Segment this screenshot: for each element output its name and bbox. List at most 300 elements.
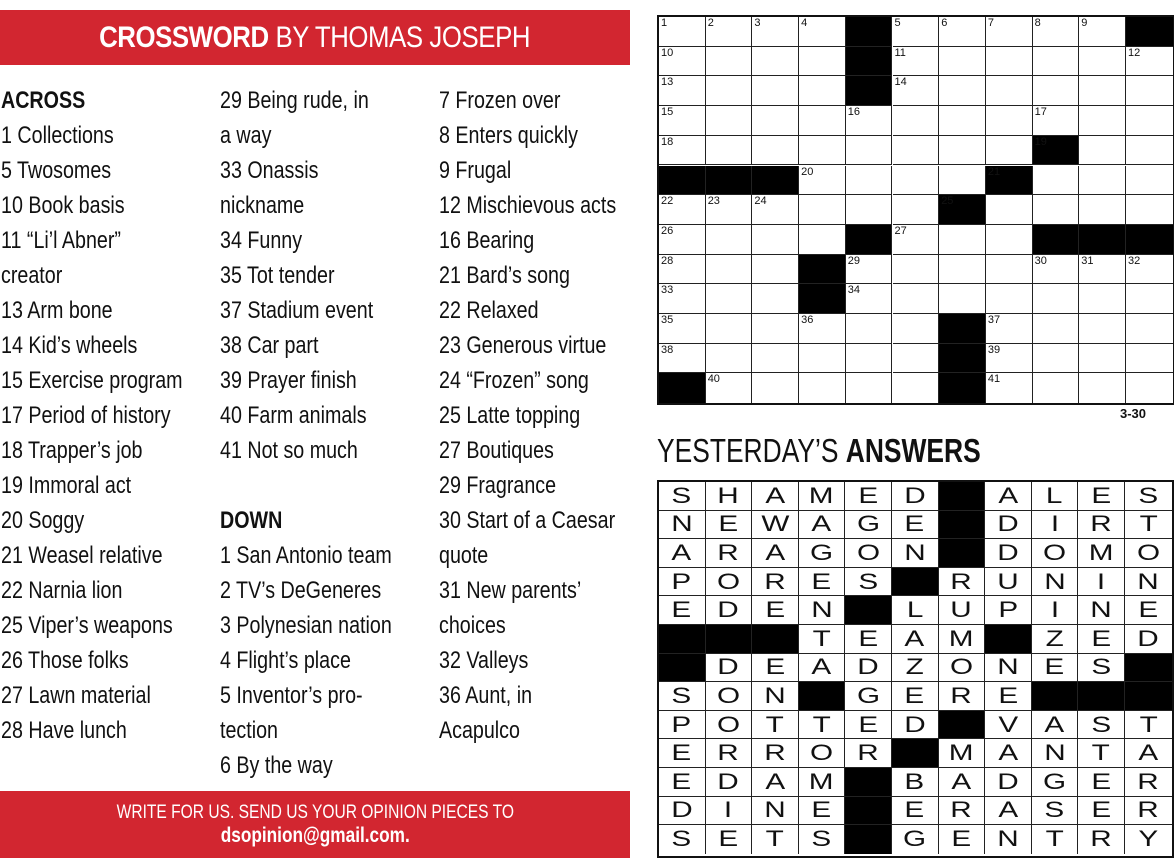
grid-cell — [799, 797, 846, 826]
answer-letter: R — [764, 740, 786, 766]
grid-cell — [799, 344, 846, 374]
grid-cell — [799, 136, 846, 166]
grid-cell — [1125, 568, 1172, 597]
clue-number: 21 — [987, 165, 1001, 178]
answer-letter: Z — [905, 654, 924, 680]
clue-line: 18 Trapper’s job — [1, 437, 143, 464]
answer-letter: E — [858, 711, 879, 737]
answer-letter: Z — [1045, 625, 1064, 651]
clue-number: 20 — [801, 165, 814, 178]
answers-title — [657, 432, 1062, 470]
grid-cell — [752, 797, 799, 826]
grid-cell — [1032, 568, 1079, 597]
answer-letter: P — [671, 711, 692, 737]
grid-block — [985, 625, 1032, 654]
clue-number: 33 — [661, 284, 674, 297]
grid-cell — [985, 511, 1032, 540]
grid-cell — [706, 344, 753, 374]
clue-number: 27 — [894, 224, 907, 237]
grid-cell — [985, 739, 1032, 768]
answer-letter: N — [671, 511, 693, 537]
grid-cell — [845, 625, 892, 654]
grid-cell — [893, 225, 940, 255]
clue-number: 19 — [1034, 135, 1047, 148]
answer-letter: S — [1091, 711, 1112, 737]
answer-letter: D — [997, 539, 1019, 565]
clue-section-heading: ACROSS — [1, 87, 86, 114]
clue-number: 5 — [894, 17, 901, 29]
grid-cell — [986, 47, 1033, 77]
grid-cell — [846, 255, 893, 285]
clue-line: 7 Frozen over — [439, 87, 561, 114]
grid-cell — [846, 314, 893, 344]
clue-line: 21 Weasel relative — [1, 542, 163, 569]
grid-block — [892, 739, 939, 768]
grid-cell — [1033, 195, 1080, 225]
grid-block — [939, 511, 986, 540]
grid-cell — [799, 596, 846, 625]
clue-line: 34 Funny — [220, 227, 303, 254]
grid-cell — [706, 482, 753, 511]
clue-number: 18 — [661, 135, 674, 148]
grid-cell — [1079, 255, 1126, 285]
grid-block — [892, 568, 939, 597]
grid-block — [1125, 682, 1172, 711]
clue-line: 15 Exercise program — [1, 367, 183, 394]
clue-line: Acapulco — [439, 717, 520, 744]
grid-cell — [846, 136, 893, 166]
grid-block — [1032, 682, 1079, 711]
grid-cell — [1079, 195, 1126, 225]
grid-cell — [892, 482, 939, 511]
answer-letter: S — [671, 482, 692, 508]
grid-cell — [1032, 797, 1079, 826]
grid-block — [846, 225, 893, 255]
answer-letter: U — [997, 568, 1019, 594]
grid-block — [1125, 654, 1172, 683]
answer-letter: A — [811, 511, 832, 537]
grid-cell — [893, 195, 940, 225]
grid-cell — [799, 511, 846, 540]
grid-cell — [939, 825, 986, 854]
clue-line: 22 Narnia lion — [1, 577, 123, 604]
clue-line: quote — [439, 542, 489, 569]
answer-letter: Y — [1138, 826, 1159, 852]
grid-cell — [1032, 482, 1079, 511]
grid-cell — [799, 825, 846, 854]
answer-letter: P — [671, 568, 692, 594]
grid-cell — [752, 539, 799, 568]
grid-cell — [846, 344, 893, 374]
answer-letter: D — [904, 711, 926, 737]
grid-cell — [799, 768, 846, 797]
clue-line: 13 Arm bone — [1, 297, 113, 324]
grid-cell — [892, 711, 939, 740]
grid-cell — [752, 344, 799, 374]
grid-cell — [1033, 255, 1080, 285]
grid-cell — [846, 106, 893, 136]
answer-letter: S — [858, 568, 879, 594]
grid-cell — [1125, 711, 1172, 740]
grid-cell — [659, 136, 706, 166]
grid-block — [939, 344, 986, 374]
clue-number: 8 — [1034, 17, 1041, 29]
clue-number: 13 — [661, 76, 674, 89]
clue-number: 31 — [1081, 254, 1094, 267]
grid-cell — [1033, 106, 1080, 136]
grid-cell — [706, 825, 753, 854]
grid-cell — [1033, 47, 1080, 77]
answer-letter: M — [949, 740, 974, 766]
grid-cell — [893, 106, 940, 136]
grid-block — [659, 654, 706, 683]
answer-letter: G — [856, 511, 880, 537]
grid-cell — [706, 76, 753, 106]
clue-line: 35 Tot tender — [220, 262, 335, 289]
grid-cell — [893, 76, 940, 106]
answer-letter: G — [903, 826, 927, 852]
grid-cell — [659, 568, 706, 597]
answer-letter: E — [1091, 482, 1112, 508]
grid-cell — [939, 17, 986, 47]
answer-letter: E — [1091, 797, 1112, 823]
answer-letter: R — [1090, 511, 1112, 537]
answer-letter: T — [765, 826, 785, 852]
answer-letter: N — [1090, 597, 1112, 623]
grid-block — [752, 625, 799, 654]
grid-cell — [939, 284, 986, 314]
grid-cell — [799, 739, 846, 768]
grid-cell — [939, 255, 986, 285]
answer-letter: N — [764, 797, 786, 823]
clue-number: 39 — [987, 343, 1001, 356]
grid-cell — [985, 539, 1032, 568]
grid-cell — [1079, 166, 1126, 196]
grid-cell — [1079, 76, 1126, 106]
answer-letter: A — [765, 768, 785, 794]
grid-cell — [1126, 284, 1173, 314]
grid-cell — [892, 511, 939, 540]
clue-line: 9 Frugal — [439, 157, 512, 184]
answer-letter: A — [904, 625, 925, 651]
answer-letter: E — [1138, 597, 1159, 623]
grid-cell — [893, 344, 940, 374]
clue-line: 5 Inventor’s pro- — [220, 682, 363, 709]
grid-cell — [1125, 596, 1172, 625]
grid-cell — [1125, 739, 1172, 768]
answers-title-plain: YESTERDAY’S — [657, 432, 839, 469]
answer-letter: G — [856, 682, 880, 708]
grid-cell — [659, 711, 706, 740]
clue-number: 38 — [661, 343, 674, 356]
answer-letter: R — [950, 797, 973, 823]
grid-cell — [1032, 739, 1079, 768]
clue-number: 34 — [847, 284, 861, 297]
grid-cell — [706, 797, 753, 826]
answer-letter: S — [1091, 654, 1112, 680]
answer-letter: N — [997, 654, 1019, 680]
grid-block — [1079, 225, 1126, 255]
clue-number: 41 — [987, 373, 1001, 386]
grid-cell — [845, 682, 892, 711]
answer-letter: S — [1138, 482, 1159, 508]
grid-cell — [1078, 539, 1125, 568]
clue-line: 38 Car part — [220, 332, 319, 359]
grid-cell — [659, 768, 706, 797]
answer-letter: H — [717, 482, 740, 508]
answer-letter: N — [904, 539, 926, 565]
grid-cell — [752, 825, 799, 854]
grid-cell — [1126, 344, 1173, 374]
grid-block — [939, 373, 986, 403]
grid-cell — [892, 654, 939, 683]
puzzle-grid — [657, 15, 1174, 405]
grid-cell — [1126, 76, 1173, 106]
clue-number: 9 — [1081, 17, 1088, 29]
grid-cell — [706, 106, 753, 136]
answer-letter: R — [764, 568, 786, 594]
clue-spacer — [220, 468, 392, 503]
grid-cell — [1079, 136, 1126, 166]
answer-letter: N — [997, 826, 1019, 852]
grid-cell — [892, 539, 939, 568]
grid-cell — [799, 166, 846, 196]
clue-number: 32 — [1128, 254, 1141, 267]
grid-cell — [706, 17, 753, 47]
answer-letter: B — [904, 768, 925, 794]
answers-title-bold: ANSWERS — [845, 432, 981, 469]
grid-cell — [1079, 344, 1126, 374]
answer-letter: T — [765, 711, 785, 737]
clue-line: 17 Period of history — [1, 402, 171, 429]
answer-letter: A — [671, 539, 692, 565]
grid-cell — [706, 136, 753, 166]
grid-block — [659, 373, 706, 403]
clue-line: 27 Lawn material — [1, 682, 151, 709]
grid-cell — [1079, 284, 1126, 314]
grid-cell — [659, 225, 706, 255]
clue-number: 15 — [661, 106, 674, 119]
grid-cell — [1078, 768, 1125, 797]
grid-cell — [1032, 654, 1079, 683]
grid-block — [845, 596, 892, 625]
answer-letter: R — [717, 740, 740, 766]
answer-letter: E — [1091, 768, 1112, 794]
grid-cell — [1125, 511, 1172, 540]
answer-letter: O — [856, 539, 880, 565]
grid-cell — [1126, 166, 1173, 196]
clue-line: 6 By the way — [220, 752, 333, 779]
grid-cell — [1126, 136, 1173, 166]
grid-cell — [706, 768, 753, 797]
answer-letter: R — [717, 539, 740, 565]
clue-line: 1 Collections — [1, 122, 114, 149]
grid-cell — [659, 739, 706, 768]
grid-cell — [752, 47, 799, 77]
grid-cell — [939, 106, 986, 136]
answer-letter: E — [998, 682, 1018, 708]
grid-cell — [892, 797, 939, 826]
answer-letter: T — [812, 711, 831, 737]
grid-cell — [939, 797, 986, 826]
grid-cell — [939, 76, 986, 106]
grid-cell — [659, 682, 706, 711]
banner-title-byline: BY THOMAS JOSEPH — [275, 20, 531, 54]
grid-block — [706, 625, 753, 654]
grid-cell — [1078, 596, 1125, 625]
grid-cell — [1078, 825, 1125, 854]
grid-cell — [706, 654, 753, 683]
clue-line: 8 Enters quickly — [439, 122, 578, 149]
clue-number: 22 — [661, 195, 674, 208]
clue-line: 14 Kid’s wheels — [1, 332, 138, 359]
grid-cell — [892, 768, 939, 797]
answer-letter: D — [997, 768, 1019, 794]
grid-cell — [986, 255, 1033, 285]
answer-letter: E — [1091, 625, 1112, 651]
answer-letter: I — [1050, 597, 1059, 623]
answer-letter: E — [811, 568, 832, 594]
answer-letter: D — [717, 597, 740, 623]
grid-cell — [752, 17, 799, 47]
grid-block — [752, 166, 799, 196]
grid-cell — [659, 76, 706, 106]
answer-letter: E — [858, 625, 879, 651]
clue-line: 40 Farm animals — [220, 402, 367, 429]
clue-line: 41 Not so much — [220, 437, 358, 464]
answer-letter: A — [765, 539, 785, 565]
clue-line: 33 Onassis — [220, 157, 319, 184]
clue-number: 2 — [707, 17, 714, 29]
grid-cell — [706, 314, 753, 344]
grid-cell — [706, 255, 753, 285]
banner-title-bold: CROSSWORD — [99, 20, 270, 54]
clue-number: 30 — [1034, 254, 1047, 267]
clue-number: 10 — [661, 46, 674, 59]
answer-letter: E — [1044, 654, 1065, 680]
clue-number: 37 — [987, 314, 1001, 326]
grid-cell — [752, 568, 799, 597]
answer-letter: E — [858, 482, 879, 508]
answer-letter: D — [671, 797, 693, 823]
grid-cell — [752, 76, 799, 106]
grid-cell — [659, 596, 706, 625]
answer-letter: S — [811, 826, 832, 852]
clue-number: 28 — [661, 254, 674, 267]
grid-cell — [939, 225, 986, 255]
grid-cell — [752, 195, 799, 225]
grid-cell — [893, 17, 940, 47]
grid-cell — [659, 314, 706, 344]
grid-cell — [799, 225, 846, 255]
answer-letter: G — [810, 539, 834, 565]
grid-cell — [659, 344, 706, 374]
clue-line: 20 Soggy — [1, 507, 85, 534]
clue-line: 25 Latte topping — [439, 402, 581, 429]
clue-column-2 — [220, 83, 429, 783]
grid-cell — [659, 17, 706, 47]
grid-cell — [659, 825, 706, 854]
grid-cell — [939, 47, 986, 77]
grid-cell — [706, 568, 753, 597]
grid-cell — [799, 539, 846, 568]
grid-cell — [1033, 344, 1080, 374]
grid-cell — [1032, 511, 1079, 540]
clue-number: 17 — [1034, 106, 1047, 119]
grid-cell — [1126, 106, 1173, 136]
clue-line: 21 Bard’s song — [439, 262, 570, 289]
grid-cell — [985, 654, 1032, 683]
grid-cell — [985, 768, 1032, 797]
grid-cell — [752, 711, 799, 740]
clue-line: 19 Immoral act — [1, 472, 132, 499]
grid-cell — [706, 47, 753, 77]
grid-cell — [659, 47, 706, 77]
answer-letter: N — [1137, 568, 1160, 594]
clue-line: 27 Boutiques — [439, 437, 554, 464]
grid-cell — [1078, 625, 1125, 654]
clue-number: 7 — [987, 17, 995, 29]
grid-cell — [1032, 625, 1079, 654]
answer-letter: D — [857, 654, 879, 680]
grid-cell — [1078, 568, 1125, 597]
clue-line: 10 Book basis — [1, 192, 125, 219]
clue-number: 14 — [894, 76, 907, 89]
footer-email: dsopinion@gmail.com. — [220, 824, 410, 847]
clue-line: 29 Fragrance — [439, 472, 557, 499]
grid-block — [799, 284, 846, 314]
grid-cell — [659, 195, 706, 225]
grid-cell — [893, 284, 940, 314]
grid-cell — [752, 106, 799, 136]
grid-cell — [986, 17, 1033, 47]
grid-cell — [752, 136, 799, 166]
grid-cell — [893, 255, 940, 285]
grid-cell — [1125, 482, 1172, 511]
clue-number: 35 — [661, 314, 674, 326]
answer-letter: O — [716, 711, 740, 737]
grid-cell — [1125, 797, 1172, 826]
grid-cell — [846, 373, 893, 403]
clue-line: nickname — [220, 192, 305, 219]
clue-number: 24 — [754, 195, 767, 208]
grid-cell — [752, 768, 799, 797]
answer-letter: R — [950, 568, 973, 594]
clue-line: 3 Polynesian nation — [220, 612, 392, 639]
grid-cell — [799, 47, 846, 77]
answer-letter: O — [949, 654, 973, 680]
answer-letter: S — [671, 682, 692, 708]
grid-cell — [799, 17, 846, 47]
grid-cell — [939, 654, 986, 683]
grid-cell — [985, 482, 1032, 511]
answer-letter: E — [718, 826, 739, 852]
answer-letter: D — [904, 482, 926, 508]
grid-cell — [986, 284, 1033, 314]
grid-cell — [1078, 482, 1125, 511]
grid-block — [939, 195, 986, 225]
grid-cell — [752, 739, 799, 768]
grid-cell — [706, 511, 753, 540]
answer-letter: O — [1043, 539, 1067, 565]
grid-cell — [846, 166, 893, 196]
answer-letter: A — [998, 482, 1018, 508]
answer-letter: R — [1090, 826, 1112, 852]
grid-block — [845, 797, 892, 826]
grid-cell — [939, 596, 986, 625]
answer-letter: A — [998, 797, 1018, 823]
clue-line: 32 Valleys — [439, 647, 529, 674]
